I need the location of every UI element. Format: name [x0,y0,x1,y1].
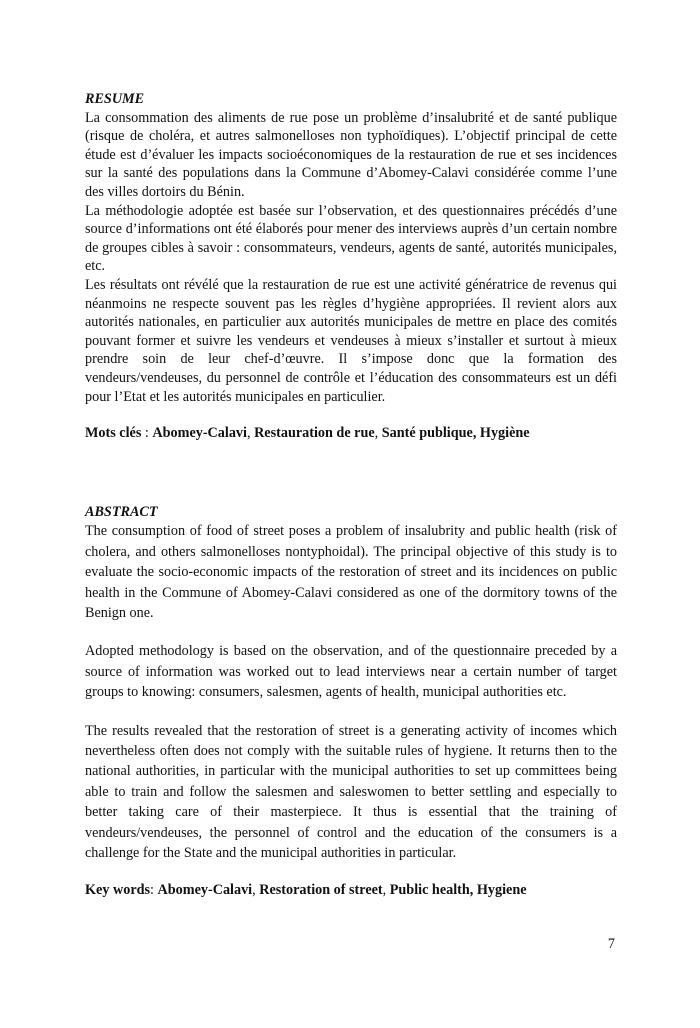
page-content [85,90,617,900]
abstract-keywords: Key words: Abomey-Calavi, Restoration of street, Public health, Hygiene [85,882,527,899]
abstract-keywords-label: Key words [85,882,151,899]
abstract-paragraph: Adopted methodology is based on the observation, and of the questionnaire preceded by a source of information was worked out to lead interviews near a certain number of target groups to knowing: consumers, salesmen, agents of health, municipal authorities etc. [85,643,617,701]
page-number: 7 [607,936,615,952]
resume-heading: RESUME [85,91,145,107]
resume-paragraph: La méthodologie adoptée est basée sur l’observation, et des questionnaires précédés d’une source d’informations ont été élaborés pour mener des interviews auprès d’un certain nombre de groupes cibles à savoir : consommateurs, vendeurs, agents de santé, autorités municipales, etc. [85,202,617,275]
abstract-heading: ABSTRACT [85,503,158,520]
abstract-keyword: Public health, Hygiene [389,882,527,899]
abstract-keyword: Restoration of street [259,882,383,899]
resume-keyword: Abomey-Calavi [152,425,247,442]
resume-keyword: Santé publique, Hygiène [381,425,530,442]
abstract-keyword: Abomey-Calavi [157,882,253,899]
resume-paragraph: La consommation des aliments de rue pose un problème d’insalubrité et de santé publique (risque de choléra, et autres salmonelloses non typhoïdiques). L’objectif principal de cette étude est d’évaluer les impacts socioéconomiques de la restauration de rue et ses incidences sur la santé des populations dans la Commune d’Abomey-Calavi considérée comme l’une des villes dortoirs du Bénin. [85,109,617,200]
resume-keywords-sep: : [141,425,153,442]
resume-keywords: Mots clés : Abomey-Calavi, Restauration de rue, Santé publique, Hygiène [85,425,530,442]
resume-keywords-label: Mots clés [85,425,142,442]
abstract-paragraph: The consumption of food of street poses a problem of insalubrity and public health (risk of cholera, and others salmonelloses nontyphoidal). The principal objective of this study is to evaluate the socio-economic impacts of the restoration of street and its incidences on public health in the Commune of Abomey-Calavi considered as one of the dormitory towns of the Benign one. [85,523,617,621]
abstract-paragraph: The results revealed that the restoration of street is a generating activity of incomes which nevertheless often does not comply with the suitable rules of hygiene. It returns then to the national authorities, in particular with the municipal authorities to set up committees being able to train and follow the salesmen and saleswomen to better settling and especially to better taking care of their masterpiece. It thus is essential that the training of vendeurs/vendeuses, the personnel of control and the education of the consumers is a challenge for the State and the municipal authorities in particular. [85,722,617,861]
resume-paragraph: Les résultats ont révélé que la restauration de rue est une activité génératrice de revenus qui néanmoins ne respecte souvent pas les règles d’hygiène appropriées. Il revient alors aux autorités nationales, en particulier aux autorités municipales de mettre en place des comités pouvant former et suivre les vendeurs et vendeuses à mieux s’installer et surtout à mieux prendre soin de leur chef-d’œuvre. Il s’impose donc que la formation des vendeurs/vendeuses, du personnel de contrôle et l’éducation des consommateurs est un défi pour l’Etat et les autorités municipales en particulier. [85,276,617,405]
resume-keyword: Restauration de rue [254,425,375,442]
abstract-keywords-sep: : [150,882,158,899]
